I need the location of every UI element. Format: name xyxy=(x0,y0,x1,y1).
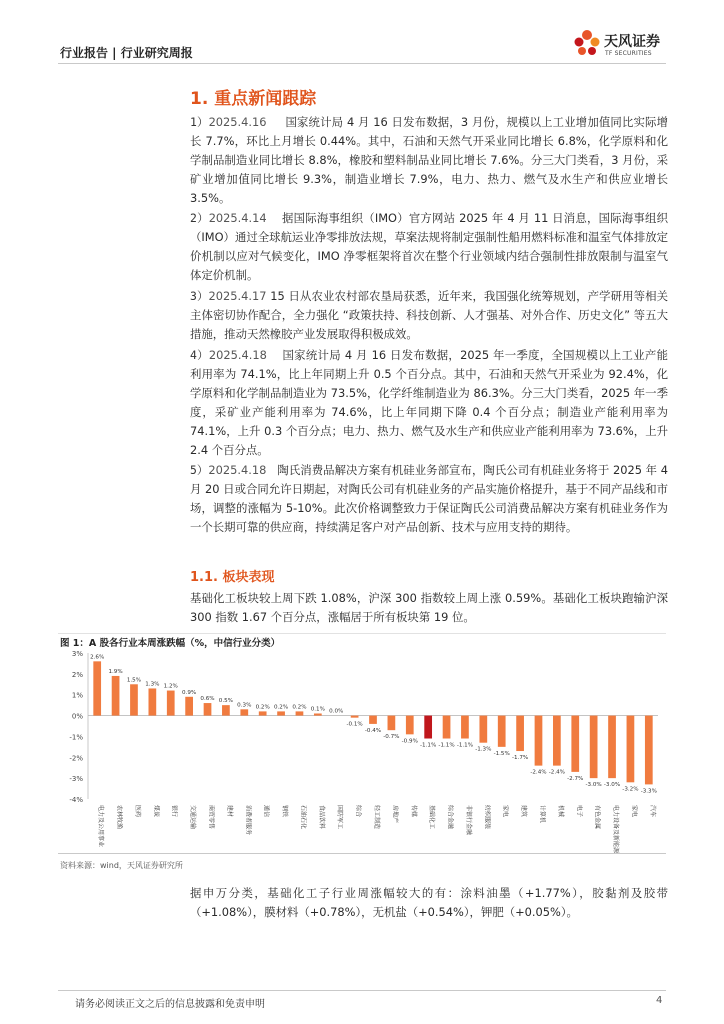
page-number: 4 xyxy=(656,995,663,1006)
data-label: -1.1% xyxy=(420,742,437,749)
category-label: 汽车 xyxy=(648,805,656,818)
bar xyxy=(461,716,469,739)
data-label: 0.2% xyxy=(273,704,289,711)
category-label: 国防军工 xyxy=(336,805,344,830)
data-label: 0.0% xyxy=(329,708,344,715)
bar xyxy=(406,716,414,735)
sector-performance-paragraph: 基础化工板块较上周下跌 1.08%，沪深 300 指数较上周上涨 0.59%。基础化工板块跑输沪深 300 指数 1.67 个百分点，涨幅居于所有板块第 19 位。 xyxy=(190,591,668,624)
data-label: -1.5% xyxy=(493,750,510,757)
news-number: 2） xyxy=(190,211,209,225)
subsection-title: 1.1. 板块表现 xyxy=(190,570,275,585)
data-label: -2.4% xyxy=(530,769,547,776)
bar xyxy=(571,716,579,772)
footer-divider xyxy=(58,990,666,991)
news-date: 2025.4.16 xyxy=(208,115,267,129)
data-label: -3.2% xyxy=(622,786,639,793)
data-label: -0.1% xyxy=(346,721,363,728)
bar xyxy=(351,716,359,718)
category-label: 医药 xyxy=(133,805,141,818)
data-label: 0.5% xyxy=(218,698,234,705)
bar xyxy=(498,716,506,747)
bar xyxy=(185,697,193,716)
data-label: 1.9% xyxy=(108,668,123,675)
data-label: 0.6% xyxy=(200,696,215,703)
bar xyxy=(369,716,377,724)
bar xyxy=(222,705,230,715)
logo-text-en: TF SECURITIES xyxy=(605,50,652,57)
data-label: 0.1% xyxy=(310,706,325,713)
bar xyxy=(424,716,432,739)
bar xyxy=(240,709,248,715)
data-label: -1.1% xyxy=(456,742,474,749)
news-text: 15 日从农业农村部农垦局获悉，近年来，我国强化统筹规划，产学研用等相关主体密切协作配合，全力强化 “政策扶持、科技创新、人才强基、对外合作、历史文化” 等五大措施，推动天然橡胶产业发展取得积极成效。 xyxy=(190,289,669,341)
news-number: 3） xyxy=(190,289,209,303)
report-type-header: 行业报告 | 行业研究周报 xyxy=(60,46,193,60)
category-label: 钢铁 xyxy=(281,805,289,818)
category-label: 商贸零售 xyxy=(207,805,215,830)
category-label: 银行 xyxy=(170,805,178,818)
logo-flower-icon xyxy=(572,28,602,58)
y-tick-label: -3% xyxy=(69,775,83,784)
category-label: 机械 xyxy=(556,805,564,818)
category-label: 建材 xyxy=(225,805,233,818)
y-tick-label: 2% xyxy=(71,670,83,679)
bar xyxy=(553,716,561,766)
category-label: 农林牧渔 xyxy=(115,805,123,830)
category-label: 传媒 xyxy=(409,805,417,818)
data-label: 2.6% xyxy=(90,654,105,661)
y-tick-label: -4% xyxy=(69,796,83,804)
bar xyxy=(590,716,598,779)
category-label: 消费者服务 xyxy=(244,805,252,836)
figure-bottom-divider xyxy=(58,853,666,854)
company-logo xyxy=(572,28,672,62)
bar xyxy=(645,716,653,785)
y-tick-label: -1% xyxy=(69,733,83,742)
news-number: 4） xyxy=(190,348,209,362)
section-title: 1. 重点新闻跟踪 xyxy=(190,89,317,109)
bar xyxy=(148,688,156,715)
data-label: 0.9% xyxy=(182,689,197,696)
data-label: -1.1% xyxy=(438,742,455,749)
bar xyxy=(608,716,616,779)
industry-return-bar-chart xyxy=(58,648,666,853)
news-text: 国家统计局 4 月 16 日发布数据，3 月份，规模以上工业增加值同比实际增长 7.7%，环比上月增长 0.44%。其中，石油和天然气开采业同比增长 6.8%，化学原料和化学制品制造业同比增长 8.8%，橡胶和塑料制品业同比增长 7.6%。分三大门类看，3 月份，采矿业增加值同比增长 9.3%，制造业增长 7.9%，电力、热力、燃气及水生产和供应业增长 3.5%。 xyxy=(190,115,668,205)
bar xyxy=(516,716,524,751)
category-label: 石油石化 xyxy=(299,805,307,830)
news-text: 国家统计局 4 月 16 日发布数据，2025 年一季度，全国规模以上工业产能利用率为 74.1%，比上年同期上升 0.5 个百分点。其中，石油和天然气开采业为 92.4%，化学原料和化学制品制造业为 73.5%，化学纤维制造业为 86.3%。分三大门类看，2025 年一季度，采矿业产能利用率为 74.6%，比上年同期下降 0.4 个百分点；制造业产能利用率为 74.1%，上升 0.3 个百分点；电力、热力、燃气及水生产和供应业产能利用率为 73.6%，上升 2.4 个百分点。 xyxy=(190,348,669,457)
category-label: 非银行金融 xyxy=(464,805,472,836)
y-tick-label: -2% xyxy=(69,754,83,763)
category-label: 纺织服装 xyxy=(483,805,491,830)
category-label: 综合 xyxy=(354,805,362,818)
news-item xyxy=(190,346,668,460)
news-item xyxy=(190,209,668,285)
category-label: 建筑 xyxy=(520,805,528,818)
category-label: 计算机 xyxy=(538,805,546,824)
bar xyxy=(277,711,285,715)
news-item xyxy=(190,113,668,208)
bar xyxy=(259,711,267,715)
news-number: 5） xyxy=(190,463,209,477)
category-label: 电子 xyxy=(575,805,583,818)
logo-text-cn: 天风证券 xyxy=(604,34,660,50)
header-divider xyxy=(58,63,666,64)
news-text: 据国际海事组织（IMO）官方网站 2025 年 4 月 11 日消息，国际海事组织（IMO）通过全球航运业净零排放法规，草案法规将制定强制性船用燃料标准和温室气体排放定价机制以应对气候变化，IMO 净零框架将首次在整个行业领域内结合强制性排放限制与温室气体定价机制。 xyxy=(190,211,669,282)
news-date: 2025.4.18 xyxy=(208,348,267,362)
category-label: 通信 xyxy=(262,805,270,818)
data-label: -1.7% xyxy=(511,755,529,762)
category-label: 综合金融 xyxy=(446,805,454,830)
data-label: 1.5% xyxy=(126,677,142,684)
data-label: -0.7% xyxy=(383,734,400,741)
category-label: 煤炭 xyxy=(152,805,160,818)
y-tick-label: 3% xyxy=(71,650,83,658)
data-label: -2.7% xyxy=(567,775,584,782)
category-label: 电力及公用事业 xyxy=(97,805,105,848)
data-label: -0.4% xyxy=(364,727,382,734)
data-label: 0.2% xyxy=(292,704,307,711)
data-label: 0.2% xyxy=(255,704,270,711)
bar xyxy=(479,716,487,743)
news-item xyxy=(190,287,668,344)
category-label: 食品饮料 xyxy=(317,805,325,830)
data-label: -2.4% xyxy=(548,769,565,776)
bar xyxy=(296,711,304,715)
category-label: 电力设备及新能源 xyxy=(612,805,620,853)
bar xyxy=(388,716,396,731)
data-label: -0.9% xyxy=(401,738,418,745)
y-tick-label: 1% xyxy=(71,691,83,700)
news-date: 2025.4.18 xyxy=(208,463,267,477)
category-label: 交通运输 xyxy=(189,805,197,830)
bar xyxy=(204,703,212,716)
figure-caption: 图 1：A 股各行业本周涨跌幅（%，中信行业分类） xyxy=(60,638,281,649)
category-label: 家电 xyxy=(501,805,509,818)
bar xyxy=(535,716,543,766)
y-tick-label: 0% xyxy=(71,712,83,721)
bar xyxy=(130,684,138,715)
data-label: 0.3% xyxy=(237,702,252,709)
news-date: 2025.4.14 xyxy=(208,211,267,225)
figure-source: 资料来源：wind，天风证券研究所 xyxy=(60,861,183,870)
category-label: 轻工制造 xyxy=(373,805,380,830)
category-label: 房地产 xyxy=(391,805,399,824)
bar xyxy=(167,691,175,716)
data-label: -3.0% xyxy=(603,782,621,789)
category-label: 基础化工 xyxy=(428,805,436,830)
footer-disclaimer: 请务必阅读正文之后的信息披露和免责申明 xyxy=(75,999,265,1010)
news-date: 2025.4.17 xyxy=(208,289,267,303)
news-text: 陶氏消费品解决方案有机硅业务部宣布，陶氏公司有机硅业务将于 2025 年 4 月 20 日或合同允许日期起，对陶氏公司有机硅业务的产品实施价格提升，基于不同产品线和市场，调整的涨幅为 5-10%。此次价格调整致力于保证陶氏公司消费品解决方案有机硅业务作为一个长期可靠的供应商，持续满足客户对产品创新、技术与应用支持的期待。 xyxy=(190,463,668,534)
data-label: 1.3% xyxy=(145,681,160,688)
bar xyxy=(627,716,635,783)
news-number: 1） xyxy=(190,115,209,129)
data-label: -3.3% xyxy=(640,788,657,795)
category-label: 有色金属 xyxy=(593,805,601,830)
bar xyxy=(112,676,120,716)
news-item xyxy=(190,461,668,537)
bar xyxy=(314,713,322,715)
bar xyxy=(93,661,101,715)
bar xyxy=(443,716,451,739)
data-label: 1.2% xyxy=(163,683,178,690)
data-label: -3.0% xyxy=(585,782,602,789)
subindustry-paragraph: 据申万分类，基础化工子行业周涨幅较大的有：涂料油墨（+1.77%），胶黏剂及胶带（+1.08%），膜材料（+0.78%），无机盐（+0.54%），钾肥（+0.05%）。 xyxy=(190,886,668,919)
category-label: 家电 xyxy=(630,805,638,818)
data-label: -1.3% xyxy=(475,746,492,753)
